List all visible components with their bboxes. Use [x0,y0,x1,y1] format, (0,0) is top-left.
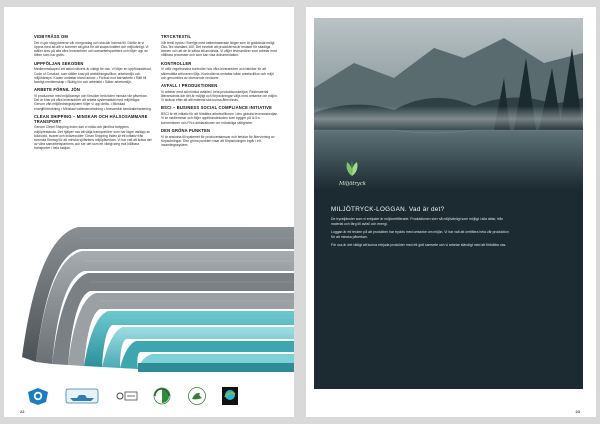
section [34,62,152,85]
folded-fabric-image [18,197,294,372]
clean-shipping-logo [65,385,99,407]
section-body: BSCI är ett initiativ för att förbättra arbetsvillkoren i den globala leveranskedjan. Vi är medlemmar och följer uppförandekoden som bygger på ILO:s konventioner och FN:s deklarationer om mänskliga rättigheter. [161,112,279,125]
section [161,129,279,147]
miljotryck-leaf-icon [341,158,363,180]
section-body: Det vi gör idag planerar vår morgondag och ska där hamna till. Därför är vi öppna med att allt vi kommer att göra för att skapa kvalitet och miljövänligt. Vi ställer krav på alla våra leverantörer och samarbetspartners och följer upp de löften som har givits. [34,40,149,58]
section-heading: CLEAN SHIPPING – MINSKAR OCH HÄLSOSAMMARE TRANSPORT [34,113,148,124]
page-number: 23 [575,409,580,414]
section-heading: KONTROLLER [161,60,192,66]
section-body: Genom Clean Shipping Index kan vi mäta och jämföra fartygens miljöprestanda. Det hjälper oss att välja transportörer som har lägre utsläpp av koldioxid, svavel och kväveoxider. Clean Shipping Index är ett initiativ från svenska företag för att minska sjöfartens miljöpåverkan. Vi har valt att kräva det av våra samarbetspartners och ser det som ett viktigt steg mot hållbara transporter i hela kedjan. [34,125,152,151]
section-heading: VIDBYRÅSS OM [34,34,69,39]
certification-logos [24,383,239,409]
section-body: Vi producerar med miljöhänsyn och försöker hela tiden minska vår påverkan. Det är krav på våra leverantörer att arbeta systematiskt med miljöfrågor. Genom vårt miljöledningssystem följer vi upp detta. • Minskad energiförbrukning • Minskad vattenanvändning • Ansvarsfull kemikaliehantering. [34,94,152,111]
bsci-logo [113,385,139,407]
fairtrade-logo [221,385,239,407]
section [34,35,152,58]
green-dot-logo [152,385,172,407]
section [161,106,279,124]
section-body: Vi arbetar med att minska avfallet i hela produktionskedjan. Restmaterial återanvänds där det är möjligt och förpackningar väljs med omtanke om miljön. Vi strävar efter att allt material ska kunna återvinnas. [161,89,278,103]
miljotryck-badge-label: Miljötryck [339,181,366,187]
section-heading: ARBETE FÖRNIL JÖN [34,87,81,93]
section-body: Vi är anslutna till systemet för producentansvar och betalar för återvinning av förpackningar. Den gröna punkten visar att förpackningen ingår i ett insamlingssystem. [161,134,275,148]
left-column-2 [161,35,279,151]
section-body: Vi utför regelbundna kontroller hos våra leverantörer och fabriker för att säkerställa att kraven följs. Kontrollerna omfattar både arbetsvillkor och miljö och genomförs av oberoende revisorer. [161,67,274,80]
section-heading: BSCI – BUSINESS SOCIAL COMPLIANCE INITIATIVE [161,105,273,111]
left-column-1 [34,35,152,155]
right-paragraph: För oss är det viktigt att kunna erbjuda produkter med ett gott samvete och vi arbetar ständigt med att förbättra oss. [331,243,507,247]
section-body: Vår textil trycks i Sverige med vattenbaserade färger som är godkända enligt Öko-Tex standard 100. Det innebär att produkterna är testade för skadliga ämnen och att de är säkra att använda. Vi väljer leverantörer som arbetar med hållbara processer och som kan visa dokumentation. [161,40,277,58]
right-text-block [331,206,511,252]
section [161,35,279,58]
right-page [306,7,596,417]
oeko-tex-logo [24,385,52,407]
right-title: MILJÖTRYCK-LOGGAN. Vad är det? [331,206,445,213]
page-number: 22 [20,409,25,414]
section [161,62,279,80]
section-body: Medlemmskapet i ett aktivt nätverk är viktigt för oss. Vi följer en uppförandekod, Code of Conduct, som ställer krav på anställningsvillkor, arbetsmiljö och miljöhänsyn. Koden omfattar bland annat: • Förbud mot barnarbete • Rätt till fackligt medlemskap • Skälig lön och arbetstid • Säker arbetsmiljö. [34,67,152,85]
left-page [4,7,294,417]
section [34,115,152,151]
section-heading: UPPFÖLJAN SEKODEN [34,60,84,66]
nordic-swan-logo [186,385,208,407]
dark-panel [314,18,583,389]
section-heading: DEN GRÖNA PUNKTEN [161,127,211,133]
section-heading: AVFALL I PRODUKTIONEN [161,83,218,89]
right-paragraph: Loggan är ett tecken på att produkten har tryckts med omtanke om miljön. Vi har valt att certifiera hela vår produktion för att minska påverkan. [331,230,509,239]
section-heading: TRYCKTEXTIL [161,34,192,39]
section [161,84,279,102]
section [34,88,152,111]
right-paragraph: De trycktjänster som vi erbjuder är miljöcertifierade. Produktionen sker så miljövänligt som möjligt i alla delar, från material och färg till avfall och energi. [331,217,504,226]
